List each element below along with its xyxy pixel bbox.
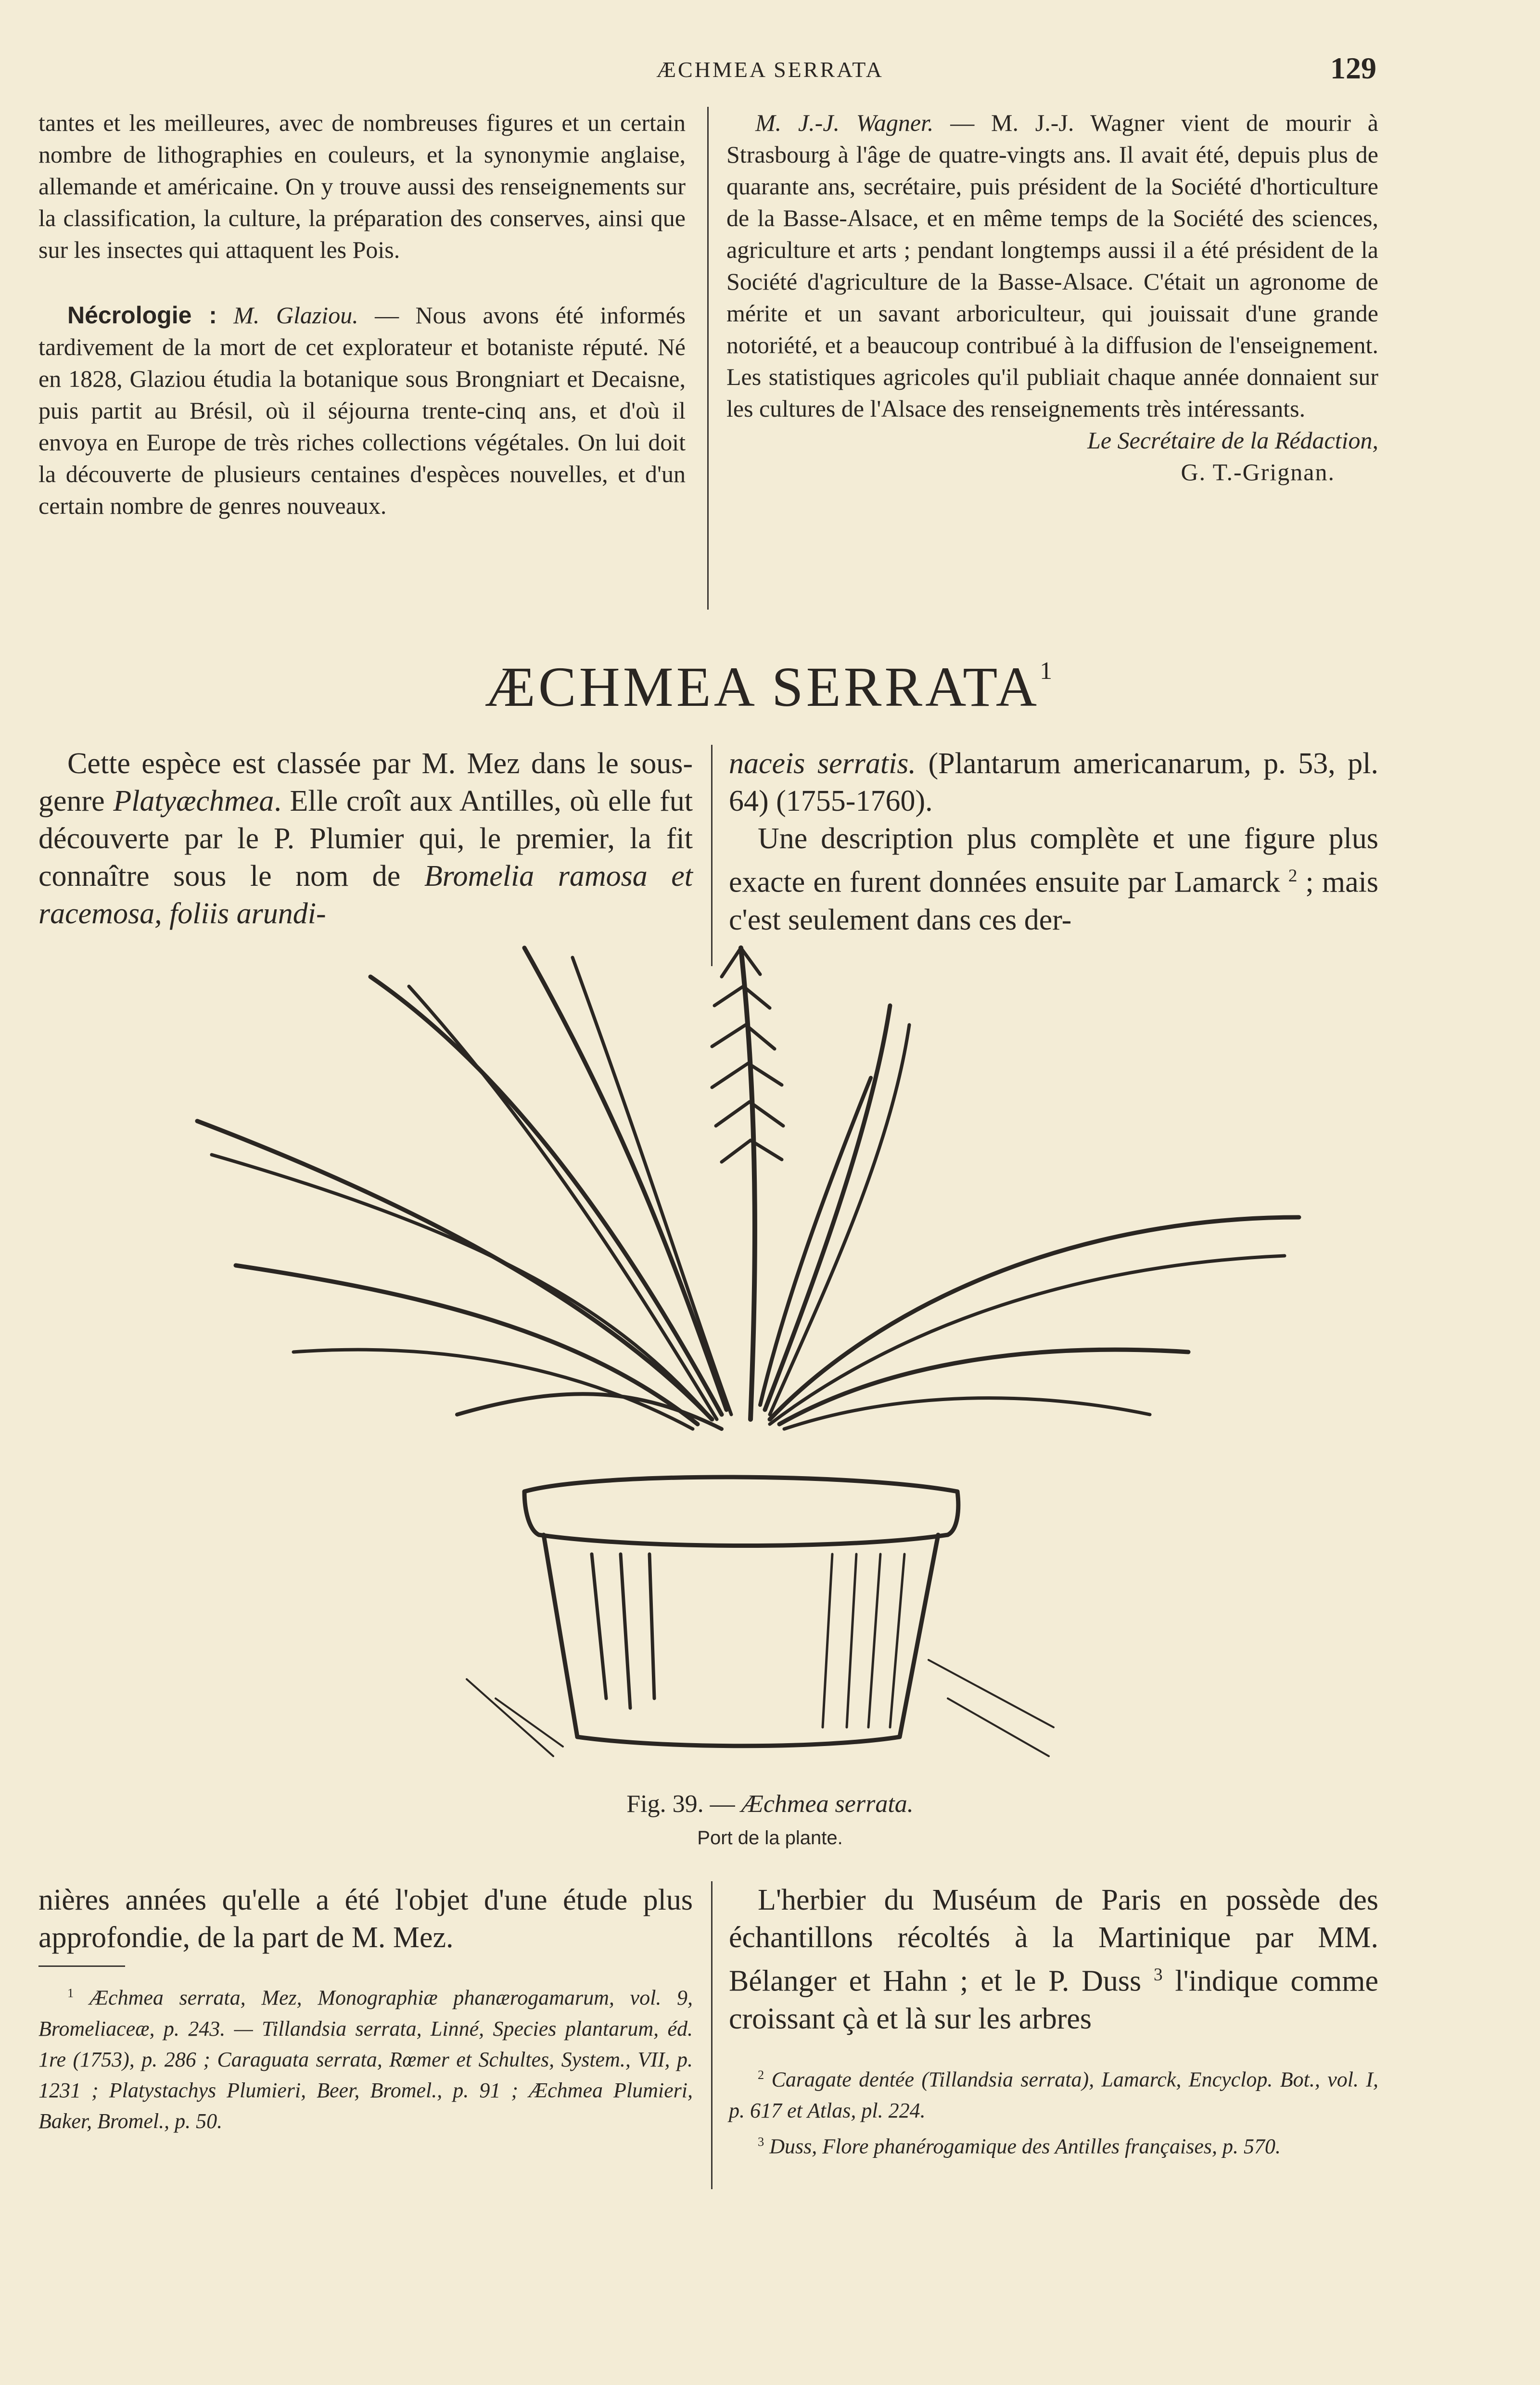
glaziou-text: — Nous avons été informés tardivement de la mort de cet explorateur et botaniste réputé. Né en 1828, Glaziou étudia la botanique sous Brongniart et Decaisne, puis partit au Brésil, où il séjourna trente-cinq ans, et d'où il envoya en Europe de très riches collections végétales. On lui doit la découverte de plusieurs centaines d'espèces nouvelles, et d'un certain nombre de genres nouveaux. <box>38 302 686 519</box>
article-left-column-upper <box>38 745 693 932</box>
footnote-1-mark: 1 <box>67 1986 74 2000</box>
herbier-paragraph <box>729 1881 1378 2038</box>
top-left-column <box>38 107 686 522</box>
herbier-text-b: l'indique comme croissant çà et là sur les arbres <box>729 1964 1379 2035</box>
plumier-name-continued <box>729 745 1378 820</box>
caption-species: Æchmea serrata. <box>741 1790 914 1818</box>
caption-line <box>0 1787 1540 1821</box>
footnote-2-mark: 2 <box>758 2067 764 2082</box>
figure-caption <box>0 1787 1540 1855</box>
top-right-column <box>726 107 1378 488</box>
title-footnote-mark: 1 <box>1040 657 1056 685</box>
article-column-divider-lower <box>711 1881 713 2189</box>
footnote-2-body: Caragate dentée (Tillandsia serrata), Lamarck, Encyclop. Bot., vol. I, p. 617 et Atlas, pl. 224. <box>729 2067 1379 2122</box>
article-right-column-lower <box>729 1881 1378 2038</box>
footnote-1-body: Æchmea serrata, Mez, Monographiæ phanærogamarum, vol. 9, Bromeliaceæ, p. 243. — Tillandsia serrata, Linné, Species plantarum, éd. 1re (1753), p. 286 ; Caraguata serrata, Rœmer et Schultes, System., VII, p. 1231 ; Platystachys Plumieri, Beer, Bromel., p. 91 ; Æchmea Plumieri, Baker, Bromel., p. 50. <box>38 1986 693 2133</box>
signoff-role-text: Le Secrétaire de la Rédaction, <box>1087 427 1378 454</box>
lamarck-paragraph <box>729 820 1378 939</box>
lamarck-text-a: Une description plus complète et une figure plus exacte en furent données ensuite par Lamarck <box>729 822 1378 899</box>
caption-number: Fig. 39. — <box>626 1790 735 1818</box>
footnote-3-body: Duss, Flore phanérogamique des Antilles françaises, p. 570. <box>769 2134 1281 2158</box>
seed-book-paragraph: tantes et les meilleures, avec de nombreuses figures et un certain nombre de lithographies en couleurs, et la synonymie anglaise, allemande et américaine. On y trouve aussi des renseignements sur la classification, la culture, la préparation des conserves, ainsi que sur les insectes qui attaquent les Pois. <box>38 109 686 263</box>
mez-paragraph: nières années qu'elle a été l'objet d'une étude plus approfondie, de la part de M. Mez. <box>38 1884 693 1954</box>
footnote-1 <box>38 1977 693 2137</box>
lamarck-text-b: ; mais c'est seulement dans ces der- <box>729 866 1378 936</box>
article-right-column-upper <box>729 745 1378 939</box>
footnote-rule-left <box>38 1965 125 1967</box>
necrology-wagner <box>726 107 1378 424</box>
wagner-name: M. J.-J. Wagner. <box>755 109 934 136</box>
page-number: 129 <box>1330 51 1376 85</box>
signoff-name: G. T.-Grignan. <box>1181 459 1335 485</box>
necrology-glaziou <box>38 299 686 522</box>
footnote-mark-2: 2 <box>1288 866 1298 886</box>
article-title <box>0 654 1540 720</box>
footnote-1-text <box>38 1977 693 2137</box>
plumier-name: Bromelia ramosa et racemosa, foliis arundi- <box>38 860 693 930</box>
article-left-column-lower <box>38 1881 693 1956</box>
signoff-role <box>726 424 1378 456</box>
herbier-text-a: L'herbier du Muséum de Paris en possède des échantillons récoltés à la Martinique par MM. Bélanger et Hahn ; et le P. Duss <box>729 1884 1378 1998</box>
subgenus-name: Platyæchmea <box>113 785 274 817</box>
footnotes-right <box>729 2059 1378 2162</box>
caption-subtitle: Port de la plante. <box>697 1827 843 1849</box>
plumier-reference: (Plantarum americanarum, p. 53, pl. 64) (1755-1760). <box>729 747 1379 817</box>
footnote-2-text <box>729 2059 1378 2126</box>
running-head: ÆCHMEA SERRATA <box>656 57 884 82</box>
intro-text-b: . Elle croît aux Antilles, où elle fut découverte par le P. Plumier qui, le premier, la fit connaître sous le nom de <box>38 785 693 893</box>
footnote-3-text <box>729 2126 1378 2162</box>
article-title-text: ÆCHMEA SERRATA <box>484 655 1040 718</box>
plant-illustration <box>159 929 1323 1775</box>
intro-text-a: Cette espèce est classée par M. Mez dans le sous-genre <box>38 747 693 817</box>
necrology-heading: Nécrologie : <box>67 302 217 329</box>
top-column-divider <box>707 107 709 610</box>
glaziou-name: M. Glaziou. <box>233 302 358 329</box>
wagner-text: — M. J.-J. Wagner vient de mourir à Strasbourg à l'âge de quatre-vingts ans. Il avait été, depuis plus de quarante ans, secrétaire, puis président de la Société d'horticulture de la Basse-Alsace, et en même temps de la Société des sciences, agriculture et arts ; pendant longtemps aussi il a été président de la Société d'agriculture de la Basse-Alsace. C'était un agronome de mérite et un savant arboriculteur, qui jouissait d'une grande notoriété, et a beaucoup contribué à la diffusion de l'enseignement. Les statistiques agricoles qu'il publiait chaque année donnaient sur les cultures de l'Alsace des renseignements très intéressants. <box>726 109 1379 422</box>
article-intro-paragraph <box>38 745 693 932</box>
footnote-mark-3: 3 <box>1153 1965 1163 1985</box>
plumier-name-end: naceis serratis. <box>729 747 916 780</box>
footnote-3-mark: 3 <box>758 2134 764 2149</box>
